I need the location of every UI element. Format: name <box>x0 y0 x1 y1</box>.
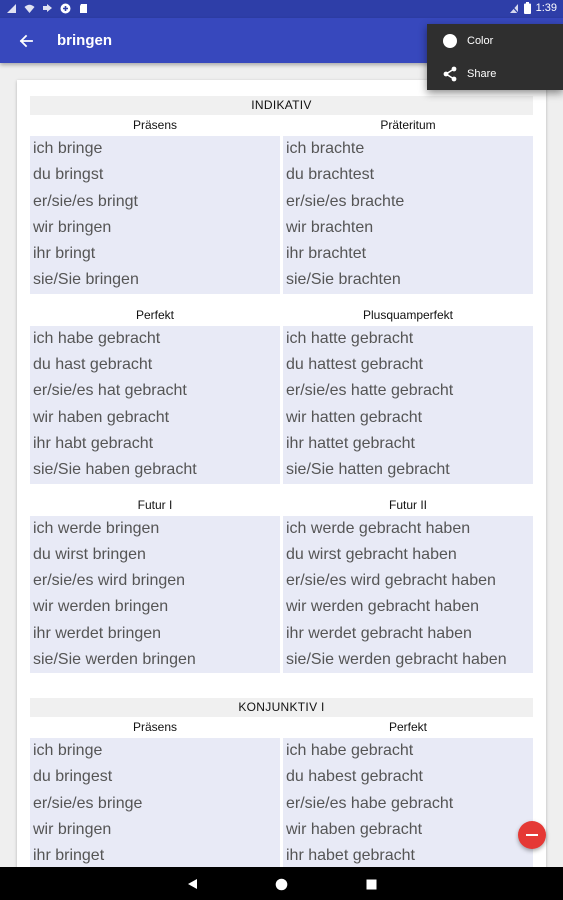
status-time: 1:39 <box>535 2 557 14</box>
verb-form: wir bringen <box>33 218 112 236</box>
verb-form: er/sie/es wird gebracht haben <box>286 572 496 590</box>
verb-form: sie/Sie werden gebracht haben <box>286 651 507 669</box>
verb-form: sie/Sie brachten <box>286 271 401 289</box>
verb-form: ich habe gebracht <box>286 742 414 759</box>
tense-plusquamperfekt <box>283 305 533 484</box>
forms-list <box>30 326 280 484</box>
tense-title: Futur II <box>388 497 427 512</box>
tense-perfekt <box>283 717 533 869</box>
verb-form: wir brachten <box>286 218 374 236</box>
verb-form: wir haben gebracht <box>33 408 170 426</box>
tense-praesens <box>30 717 280 869</box>
section-indikativ <box>30 96 533 673</box>
verb-form: du hast gebracht <box>33 356 153 374</box>
verb-form: ihr brachtet <box>286 245 367 263</box>
tense-futur-1 <box>30 495 280 674</box>
verb-form: ihr habet gebracht <box>286 847 415 865</box>
battery-icon <box>524 2 531 14</box>
verb-form: er/sie/es habe gebracht <box>286 794 454 812</box>
verb-form: du brachtest <box>286 166 375 184</box>
page-title: bringen <box>57 32 112 49</box>
tense-row <box>30 305 533 484</box>
verb-form: er/sie/es hat gebracht <box>33 382 187 400</box>
home-circle-icon <box>275 878 288 891</box>
tense-praeteritum <box>283 115 533 294</box>
verb-form: du wirst gebracht haben <box>286 545 457 563</box>
verb-form: ich bringe <box>33 140 103 157</box>
tense-title: Perfekt <box>388 720 427 734</box>
wifi-icon <box>24 3 35 14</box>
remove-fab-button[interactable] <box>518 821 546 849</box>
recents-square-icon <box>366 879 377 890</box>
mood-title: KONJUNKTIV I <box>30 698 533 717</box>
verb-form: du wirst bringen <box>33 545 146 563</box>
navigation-bar <box>0 867 563 900</box>
verb-form: ich habe gebracht <box>33 329 161 347</box>
tense-title: Präteritum <box>380 118 436 132</box>
tense-futur-2 <box>283 495 533 674</box>
verb-form: ich hatte gebracht <box>286 329 414 347</box>
forms-list <box>30 136 280 294</box>
verb-form: du hattest gebracht <box>286 356 423 374</box>
tense-praesens <box>30 115 280 294</box>
verb-form: er/sie/es bringt <box>33 192 138 210</box>
forms-list <box>283 136 533 294</box>
share-icon <box>427 66 467 82</box>
verb-form: ihr bringet <box>33 847 105 865</box>
overflow-menu <box>427 24 563 90</box>
forms-list <box>283 326 533 484</box>
menu-item-label: Share <box>467 67 497 80</box>
forms-list <box>30 738 280 869</box>
status-bar <box>0 0 563 18</box>
data-icon <box>42 3 53 14</box>
verb-form: ihr hattet gebracht <box>286 434 415 452</box>
signal-icon <box>6 3 17 14</box>
nav-recents-button[interactable] <box>362 875 380 893</box>
status-icons <box>6 3 89 14</box>
verb-form: ihr habt gebracht <box>33 434 154 452</box>
verb-form: sie/Sie werden bringen <box>33 651 196 669</box>
verb-form: du bringest <box>33 768 113 786</box>
tense-title: Perfekt <box>135 307 174 322</box>
verb-form: wir haben gebracht <box>286 820 423 838</box>
status-right <box>509 2 557 14</box>
verb-form: wir werden gebracht haben <box>286 598 480 616</box>
verb-form: ihr werdet bringen <box>33 624 162 642</box>
verb-form: ich brachte <box>286 140 365 157</box>
verb-form: ich werde bringen <box>33 519 160 537</box>
verb-form: wir hatten gebracht <box>286 408 423 426</box>
tense-title: Präsens <box>132 720 178 734</box>
forms-list <box>283 516 533 674</box>
verb-form: sie/Sie haben gebracht <box>33 461 197 479</box>
sd-card-icon <box>78 3 89 14</box>
verb-form: du bringst <box>33 166 104 184</box>
verb-form: ich werde gebracht haben <box>286 519 471 537</box>
menu-item-color[interactable] <box>427 24 563 57</box>
verb-form: ich bringe <box>33 742 103 759</box>
menu-item-label: Color <box>467 34 494 47</box>
nav-home-button[interactable] <box>272 875 290 893</box>
mood-title: INDIKATIV <box>30 96 533 115</box>
verb-form: er/sie/es hatte gebracht <box>286 382 454 400</box>
verb-form: ihr werdet gebracht haben <box>286 624 472 642</box>
back-button[interactable] <box>14 29 38 53</box>
forms-list <box>283 738 533 869</box>
menu-item-share[interactable] <box>427 57 563 90</box>
verb-form: er/sie/es bringe <box>33 794 143 812</box>
tense-title: Plusquamperfekt <box>362 307 454 322</box>
verb-form: du habest gebracht <box>286 768 423 786</box>
tense-row <box>30 495 533 674</box>
section-konjunktiv-1 <box>30 698 533 869</box>
notification-icon <box>60 3 71 14</box>
tense-row <box>30 115 533 294</box>
verb-form: sie/Sie bringen <box>33 271 139 289</box>
verb-form: ihr bringt <box>33 245 96 263</box>
verb-form: wir werden bringen <box>33 598 169 616</box>
verb-form: wir bringen <box>33 820 112 838</box>
arrow-left-icon <box>19 34 33 48</box>
tense-row <box>30 717 533 869</box>
back-triangle-icon <box>186 878 198 890</box>
minus-icon <box>526 834 538 836</box>
tense-title: Futur I <box>137 497 173 512</box>
forms-list <box>30 516 280 674</box>
tense-perfekt <box>30 305 280 484</box>
tense-title: Präsens <box>132 118 178 132</box>
verb-form: er/sie/es brachte <box>286 192 405 210</box>
verb-form: sie/Sie hatten gebracht <box>286 461 450 479</box>
no-sim-icon <box>509 3 519 14</box>
verb-form: er/sie/es wird bringen <box>33 572 186 590</box>
circle-icon <box>427 33 467 49</box>
nav-back-button[interactable] <box>183 875 201 893</box>
